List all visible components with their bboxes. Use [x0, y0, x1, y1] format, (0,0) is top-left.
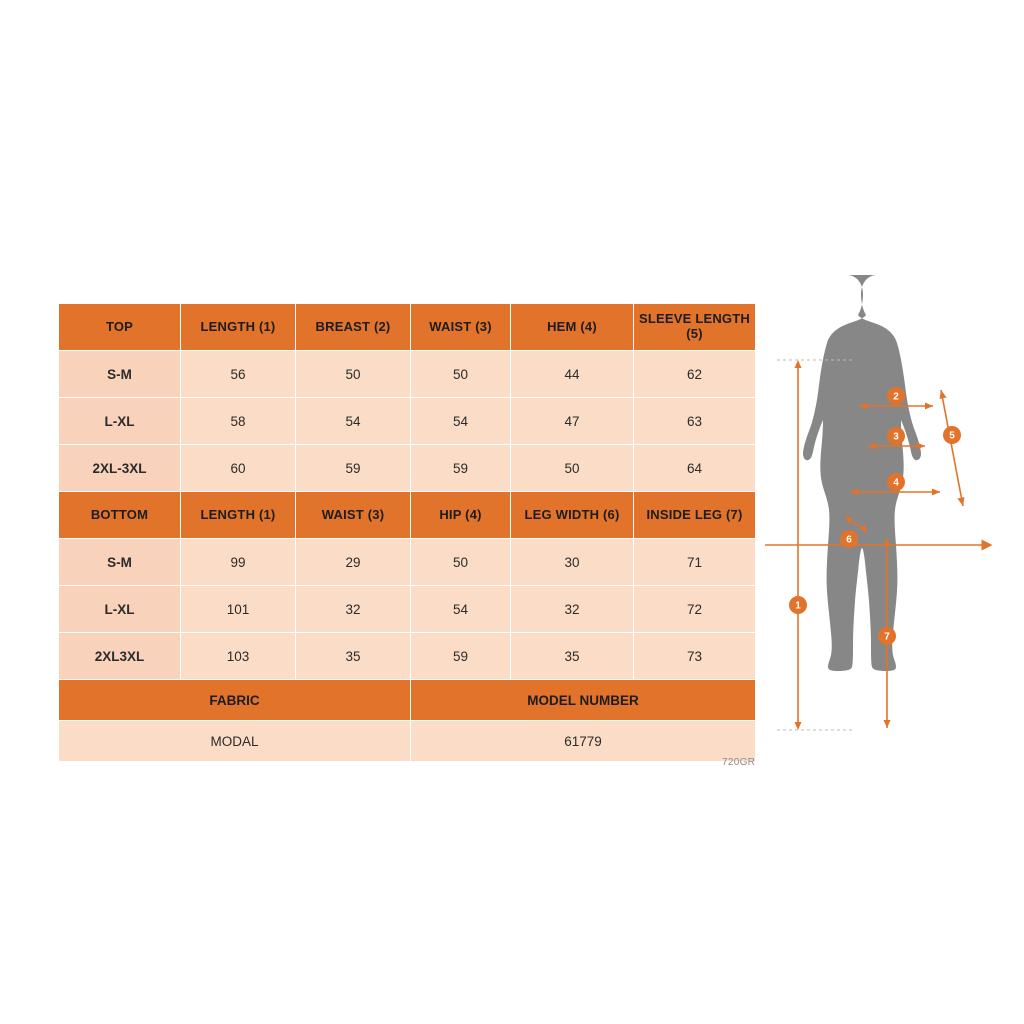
cell-value: 50 [411, 539, 511, 586]
cell-value: 54 [411, 398, 511, 445]
row-size-label: S-M [59, 351, 181, 398]
cell-value: 32 [511, 586, 634, 633]
table-row [59, 633, 756, 680]
header-cell-length: LENGTH (1) [181, 304, 296, 351]
top-section-header-row [59, 304, 756, 351]
table-row [59, 445, 756, 492]
cell-value: 56 [181, 351, 296, 398]
table-row [59, 351, 756, 398]
cell-value: 50 [296, 351, 411, 398]
header-cell-breast: BREAST (2) [296, 304, 411, 351]
header-cell-waist: WAIST (3) [296, 492, 411, 539]
header-cell-hip: HIP (4) [411, 492, 511, 539]
row-size-label: S-M [59, 539, 181, 586]
cell-value: 60 [181, 445, 296, 492]
cell-value: 72 [634, 586, 756, 633]
marker-5-label: 5 [949, 430, 955, 442]
table-row [59, 539, 756, 586]
footer-label-row [59, 680, 756, 721]
size-chart-table [58, 303, 756, 762]
header-cell-hem: HEM (4) [511, 304, 634, 351]
header-cell-length: LENGTH (1) [181, 492, 296, 539]
cell-value: 103 [181, 633, 296, 680]
marker-1-label: 1 [795, 600, 801, 612]
fabric-value: MODAL [59, 721, 411, 762]
header-cell-sleeve-length: SLEEVE LENGTH (5) [634, 304, 756, 351]
header-cell-waist: WAIST (3) [411, 304, 511, 351]
measurement-5-sleeve-length [940, 390, 965, 506]
cell-value: 71 [634, 539, 756, 586]
cell-value: 35 [296, 633, 411, 680]
row-size-label: 2XL-3XL [59, 445, 181, 492]
row-size-label: L-XL [59, 586, 181, 633]
header-cell-leg-width: LEG WIDTH (6) [511, 492, 634, 539]
bottom-section-header-row [59, 492, 756, 539]
cell-value: 54 [411, 586, 511, 633]
cell-value: 59 [296, 445, 411, 492]
marker-3-label: 3 [893, 431, 899, 443]
measurement-figure-panel [765, 250, 1015, 790]
female-silhouette [803, 275, 921, 671]
marker-6-label: 6 [846, 534, 852, 546]
row-size-label: 2XL3XL [59, 633, 181, 680]
cell-value: 99 [181, 539, 296, 586]
cell-value: 59 [411, 633, 511, 680]
model-number-value: 61779 [411, 721, 756, 762]
header-cell-inside-leg: INSIDE LEG (7) [634, 492, 756, 539]
model-number-label: MODEL NUMBER [411, 680, 756, 721]
cell-value: 73 [634, 633, 756, 680]
cell-value: 59 [411, 445, 511, 492]
marker-4-label: 4 [893, 477, 899, 489]
marker-2-label: 2 [893, 391, 899, 403]
cell-value: 62 [634, 351, 756, 398]
table-row [59, 398, 756, 445]
row-size-label: L-XL [59, 398, 181, 445]
cell-value: 44 [511, 351, 634, 398]
fabric-label: FABRIC [59, 680, 411, 721]
cell-value: 32 [296, 586, 411, 633]
cell-value: 58 [181, 398, 296, 445]
cell-value: 50 [511, 445, 634, 492]
footer-value-row [59, 721, 756, 762]
table-row [59, 586, 756, 633]
cell-value: 30 [511, 539, 634, 586]
cell-value: 35 [511, 633, 634, 680]
cell-value: 29 [296, 539, 411, 586]
cell-value: 101 [181, 586, 296, 633]
cell-value: 64 [634, 445, 756, 492]
cell-value: 63 [634, 398, 756, 445]
cell-value: 50 [411, 351, 511, 398]
marker-7-label: 7 [884, 631, 890, 643]
chart-code-label: 720GR [722, 757, 756, 768]
header-cell-bottom: BOTTOM [59, 492, 181, 539]
cell-value: 47 [511, 398, 634, 445]
cell-value: 54 [296, 398, 411, 445]
header-cell-top: TOP [59, 304, 181, 351]
